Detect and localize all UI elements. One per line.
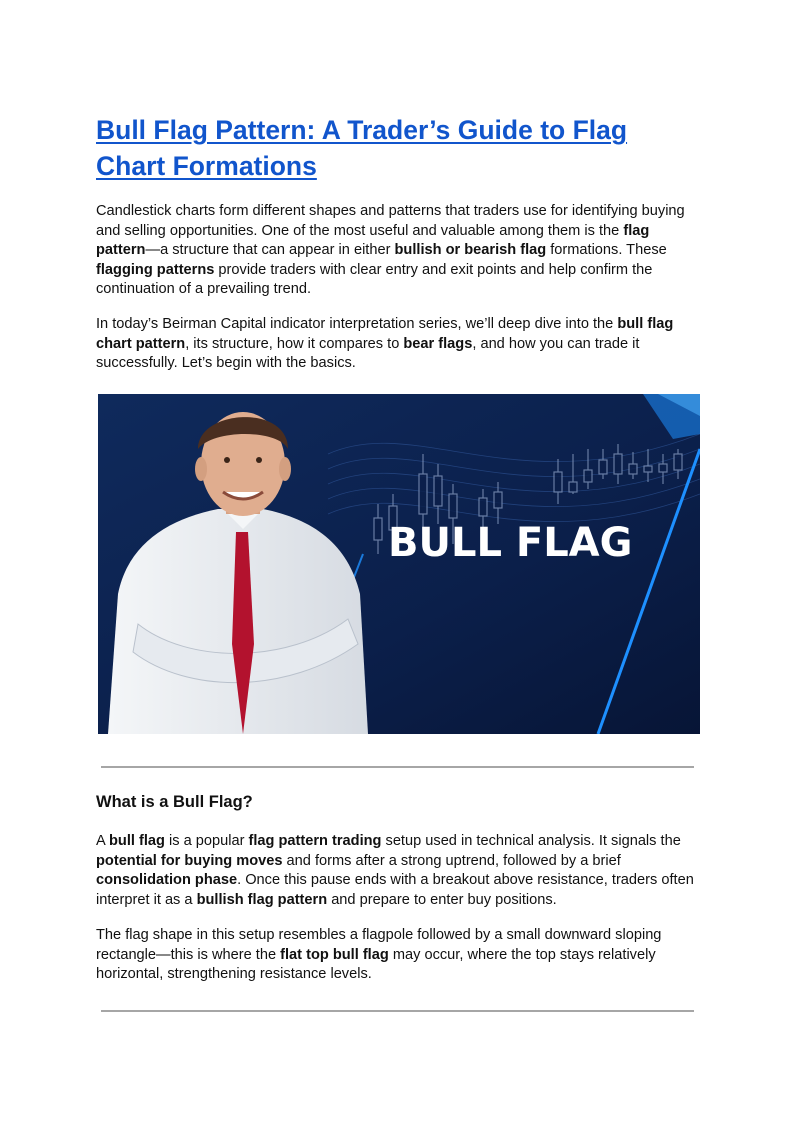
flag-shape-paragraph [96, 926, 702, 985]
text-run: Candlestick charts form different shapes and patterns that traders use for identifying buying and selling opportunities. One of the most useful and valuable among them is the [96, 203, 685, 239]
text-run: and prepare to enter buy positions. [327, 891, 557, 908]
text-run: is a popular [164, 833, 249, 849]
bold-term: bear flags [403, 335, 473, 352]
text-run: In today’s Beirman Capital indicator interpretation series, we’ll deep dive into the [96, 316, 618, 332]
definition-paragraph [96, 832, 702, 910]
horizontal-divider [101, 1010, 694, 1012]
article-title-link[interactable] [96, 112, 706, 184]
text-run: . Once this pause ends with a breakout above resistance, traders often interpret it as a [96, 872, 694, 908]
text-run: —a structure that can appear in either [145, 242, 395, 259]
bold-term: flat top bull flag [280, 946, 389, 963]
intro-paragraph [96, 202, 702, 300]
horizontal-divider [101, 766, 694, 768]
text-run: formations. These [546, 242, 667, 259]
text-run: A [96, 833, 109, 849]
bold-term: bull flag chart pattern [96, 316, 674, 352]
title-line-2[interactable]: Chart Formations [96, 151, 317, 181]
bold-term: bullish or bearish flag [394, 242, 547, 259]
section-heading: What is a Bull Flag? [96, 793, 253, 811]
title-line-1[interactable]: Bull Flag Pattern: A Trader’s Guide to Flag [96, 115, 628, 145]
bold-term: bull flag [108, 833, 165, 849]
text-run: setup used in technical analysis. It signals the [381, 833, 681, 849]
bull-flag-banner-image [98, 394, 700, 734]
text-run: and forms after a strong uptrend, followed by a brief [282, 852, 621, 869]
text-run: The flag shape in this setup resembles a flagpole followed by a small downward sloping rectangle—this is where the [96, 927, 662, 963]
text-run: may occur, where the top stays relatively horizontal, strengthening resistance levels. [96, 946, 656, 983]
bold-term: consolidation phase [96, 872, 238, 889]
banner-title: BULL FLAG [388, 520, 633, 566]
bold-term: flagging patterns [96, 261, 215, 278]
text-run: provide traders with clear entry and exit points and help confirm the continuation of a prevailing trend. [96, 261, 653, 298]
bold-term: flag pattern [96, 222, 650, 259]
bold-term: flag pattern trading [248, 833, 382, 849]
series-paragraph [96, 315, 702, 374]
text-run: , and how you can trade it successfully. Let’s begin with the basics. [96, 335, 640, 372]
bold-term: potential for buying moves [96, 852, 283, 869]
bold-term: bullish flag pattern [196, 891, 328, 908]
text-run: , its structure, how it compares to [185, 335, 404, 352]
